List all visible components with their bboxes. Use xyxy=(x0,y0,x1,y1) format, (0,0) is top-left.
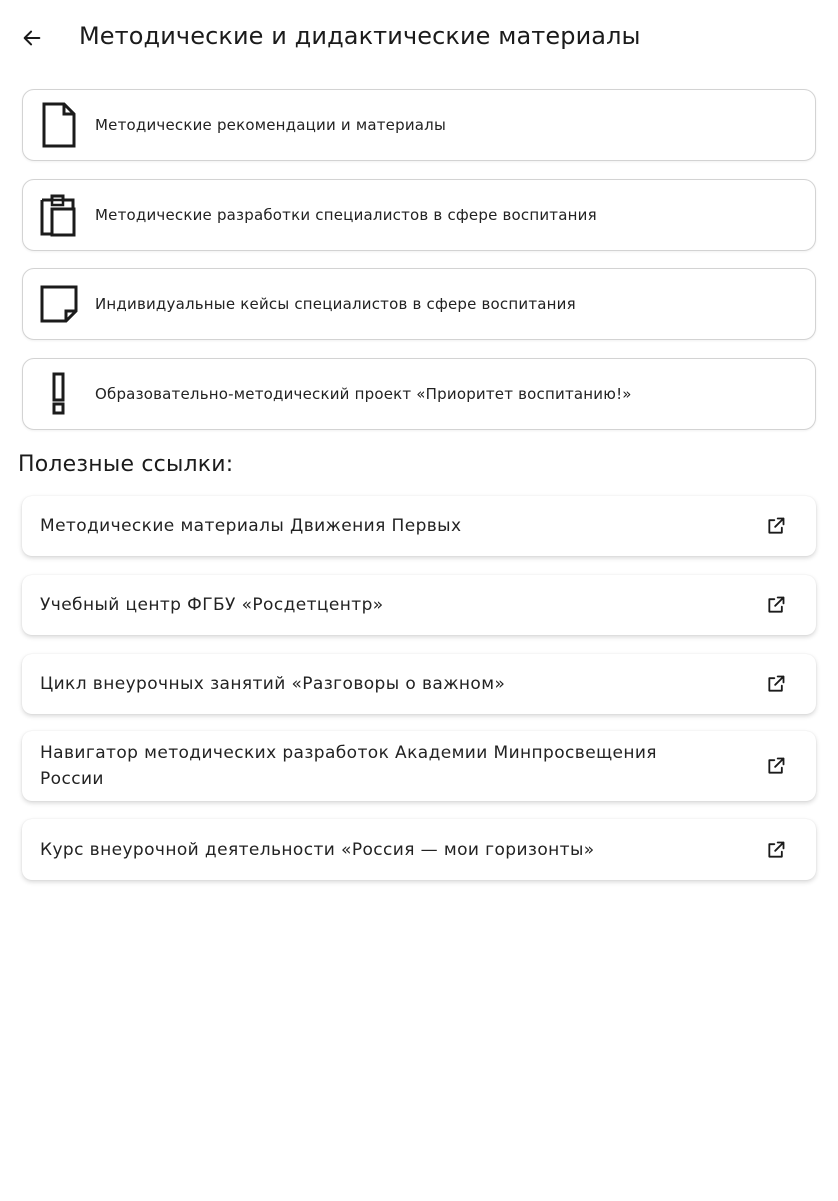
category-label: Индивидуальные кейсы специалистов в сфере воспитания xyxy=(95,295,576,313)
link-card-important-talks[interactable] xyxy=(22,654,816,714)
back-button[interactable] xyxy=(14,20,50,56)
document-icon xyxy=(37,102,81,148)
links-heading: Полезные ссылки: xyxy=(18,452,234,477)
link-card-rosdetcentr[interactable] xyxy=(22,575,816,635)
category-label: Методические рекомендации и материалы xyxy=(95,116,447,134)
link-card-first-movement[interactable] xyxy=(22,496,816,556)
link-label: Навигатор методических разработок Академии Минпросвещения России xyxy=(40,743,657,789)
arrow-left-icon xyxy=(21,27,43,49)
link-card-russia-horizons[interactable] xyxy=(22,819,816,880)
link-label: Учебный центр ФГБУ «Росдетцентр» xyxy=(40,595,384,615)
external-link-icon xyxy=(764,838,788,862)
top-app-bar xyxy=(0,0,838,78)
external-link-icon xyxy=(764,754,788,778)
link-label: Цикл внеурочных занятий «Разговоры о важном» xyxy=(40,674,506,694)
external-link-icon xyxy=(764,672,788,696)
external-link-icon xyxy=(764,514,788,538)
page-title: Методические и дидактические материалы xyxy=(79,22,641,50)
link-label: Курс внеурочной деятельности «Россия — мои горизонты» xyxy=(40,839,595,860)
clipboard-icon xyxy=(37,192,81,238)
category-card-guidelines[interactable] xyxy=(22,89,816,161)
external-link-icon xyxy=(764,593,788,617)
category-list xyxy=(22,89,816,447)
sticky-note-icon xyxy=(37,281,81,327)
category-card-project[interactable] xyxy=(22,358,816,430)
category-card-developments[interactable] xyxy=(22,179,816,251)
link-label: Методические материалы Движения Первых xyxy=(40,516,462,536)
exclamation-icon xyxy=(37,371,81,417)
category-label: Образовательно-методический проект «Приоритет воспитанию!» xyxy=(95,384,632,403)
category-label: Методические разработки специалистов в сфере воспитания xyxy=(95,205,597,224)
category-card-cases[interactable] xyxy=(22,268,816,340)
link-card-academy-navigator[interactable] xyxy=(22,731,816,801)
